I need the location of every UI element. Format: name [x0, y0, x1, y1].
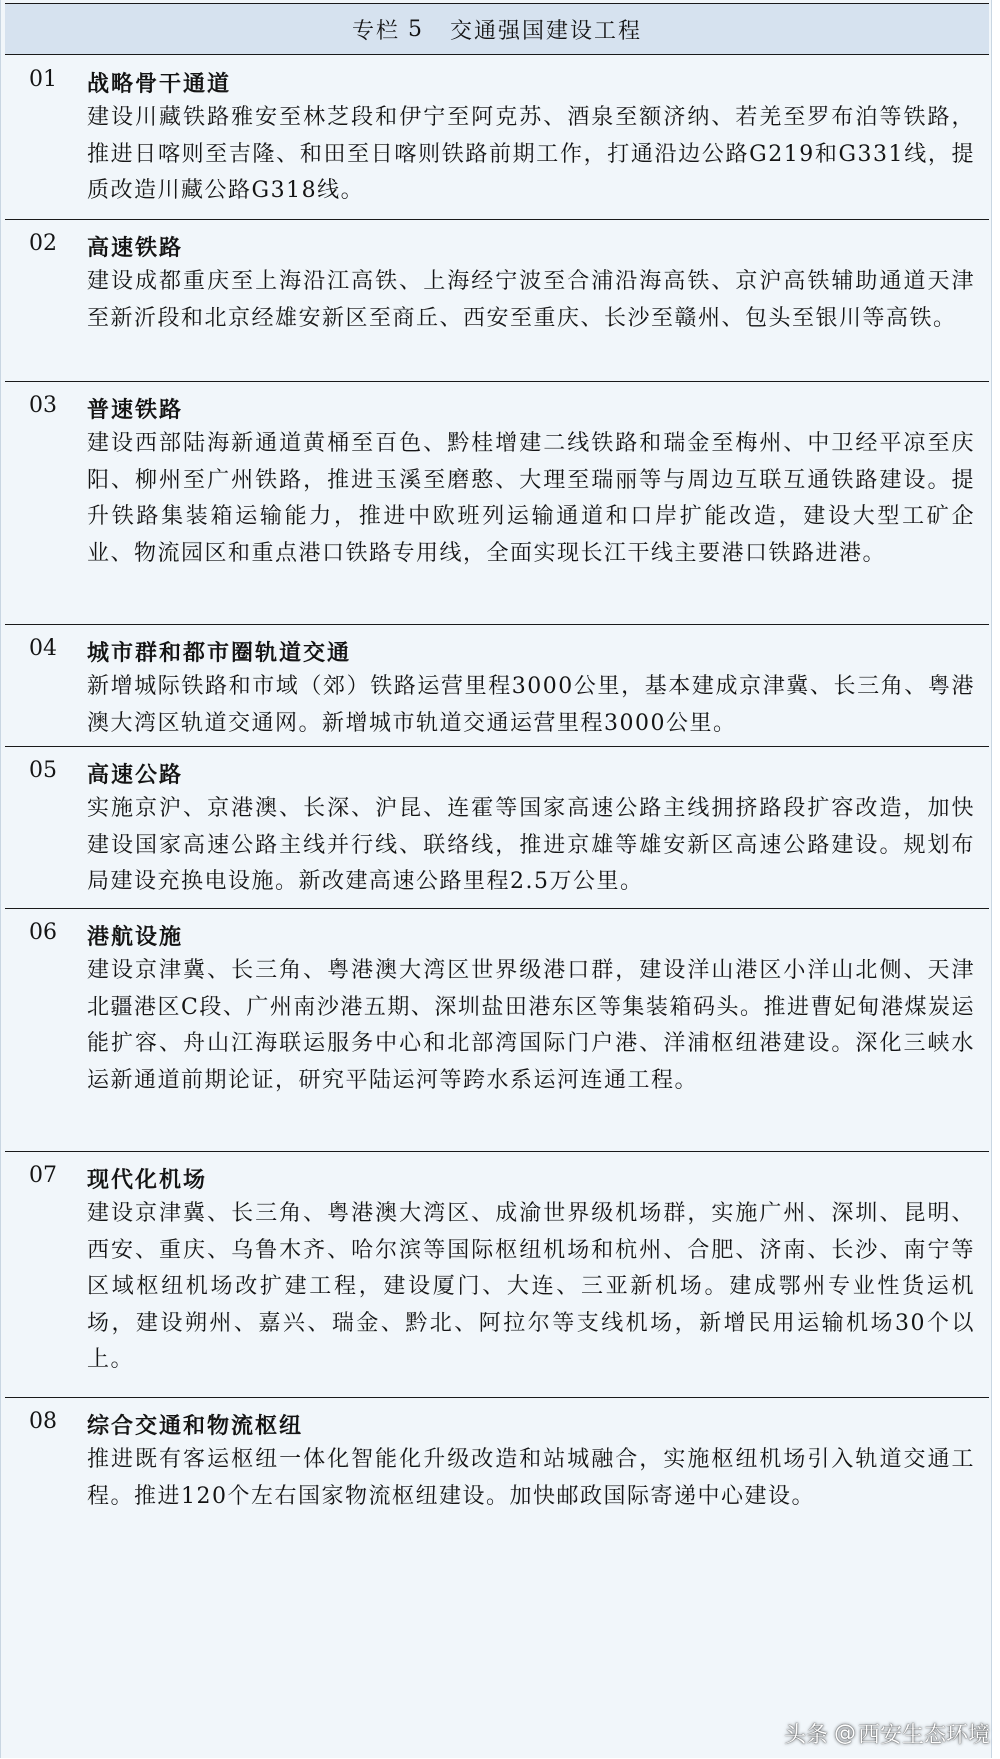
column-title-prefix: 专栏: [351, 18, 400, 44]
section-number: 03: [29, 393, 57, 418]
section-number: 02: [29, 231, 57, 256]
watermark-at: @: [833, 1721, 856, 1746]
section-body: 建设京津冀、长三角、粤港澳大湾区世界级港口群，建设洋山港区小洋山北侧、天津北疆港区C段、广州南沙港五期、深圳盐田港东区等集装箱码头。推进曹妃甸港煤炭运能扩容、舟山江海联运服务中心和北部湾国际门户港、洋浦枢纽港建设。深化三峡水运新通道前期论证，研究平陆运河等跨水系运河连通工程。: [87, 958, 975, 1093]
section-body: 新增城际铁路和市域（郊）铁路运营里程3000公里，基本建成京津冀、长三角、粤港澳大湾区轨道交通网。新增城市轨道交通运营里程3000公里。: [87, 674, 975, 736]
section-number: 08: [29, 1409, 57, 1434]
section-body: 建设成都重庆至上海沿江高铁、上海经宁波至合浦沿海高铁、京沪高铁辅助通道天津至新沂段和北京经雄安新区至商丘、西安至重庆、长沙至赣州、包头至银川等高铁。: [87, 269, 975, 331]
watermark-source: 头条: [783, 1723, 828, 1748]
section-number: 01: [29, 67, 57, 92]
section-05: [5, 747, 989, 909]
section-body: 推进既有客运枢纽一体化智能化升级改造和站城融合，实施枢纽机场引入轨道交通工程。推进120个左右国家物流枢纽建设。加快邮政国际寄递中心建设。: [87, 1447, 975, 1509]
section-title: 城市群和都市圈轨道交通: [87, 640, 352, 666]
section-number: 07: [29, 1163, 57, 1188]
section-number: 04: [29, 636, 57, 661]
section-body: 建设京津冀、长三角、粤港澳大湾区、成渝世界级机场群，实施广州、深圳、昆明、西安、重庆、乌鲁木齐、哈尔滨等国际枢纽机场和杭州、合肥、济南、长沙、南宁等区域枢纽机场改扩建工程，建设厦门、大连、三亚新机场。建成鄂州专业性货运机场，建设朔州、嘉兴、瑞金、黔北、阿拉尔等支线机场，新增民用运输机场30个以上。: [87, 1201, 975, 1372]
section-body: 建设川藏铁路雅安至林芝段和伊宁至阿克苏、酒泉至额济纳、若羌至罗布泊等铁路，推进日喀则至吉隆、和田至日喀则铁路前期工作，打通沿边公路G219和G331线，提质改造川藏公路G318线。: [87, 105, 975, 203]
section-03: [5, 382, 989, 625]
section-number: 05: [29, 758, 57, 783]
watermark: [784, 1718, 990, 1749]
section-body: 建设西部陆海新通道黄桶至百色、黔桂增建二线铁路和瑞金至梅州、中卫经平凉至庆阳、柳州至广州铁路，推进玉溪至磨憨、大理至瑞丽等与周边互联互通铁路建设。提升铁路集装箱运输能力，推进中欧班列运输通道和口岸扩能改造，建设大型工矿企业、物流园区和重点港口铁路专用线，全面实现长江干线主要港口铁路进港。: [87, 431, 975, 566]
section-body: 实施京沪、京港澳、长深、沪昆、连霍等国家高速公路主线拥挤路段扩容改造，加快建设国家高速公路主线并行线、联络线，推进京雄等雄安新区高速公路建设。规划布局建设充换电设施。新改建高速公路里程2.5万公里。: [87, 796, 975, 894]
section-title: 综合交通和物流枢纽: [87, 1413, 304, 1439]
section-02: [5, 220, 989, 382]
watermark-author: 西安生态环境: [857, 1723, 990, 1748]
section-title: 高速铁路: [87, 235, 184, 261]
section-06: [5, 909, 989, 1152]
section-08: [5, 1398, 989, 1758]
section-title: 普速铁路: [87, 397, 184, 423]
section-07: [5, 1152, 989, 1398]
section-04: [5, 625, 989, 747]
section-title: 现代化机场: [87, 1167, 208, 1193]
section-title: 战略骨干通道: [87, 71, 232, 97]
section-number: 06: [29, 920, 57, 945]
column-title: [5, 3, 989, 55]
section-title: 高速公路: [87, 762, 184, 788]
section-01: [5, 55, 989, 220]
column-title-text: 交通强国建设工程: [450, 18, 643, 44]
section-title: 港航设施: [87, 924, 184, 950]
column-title-number: 5: [408, 16, 424, 42]
